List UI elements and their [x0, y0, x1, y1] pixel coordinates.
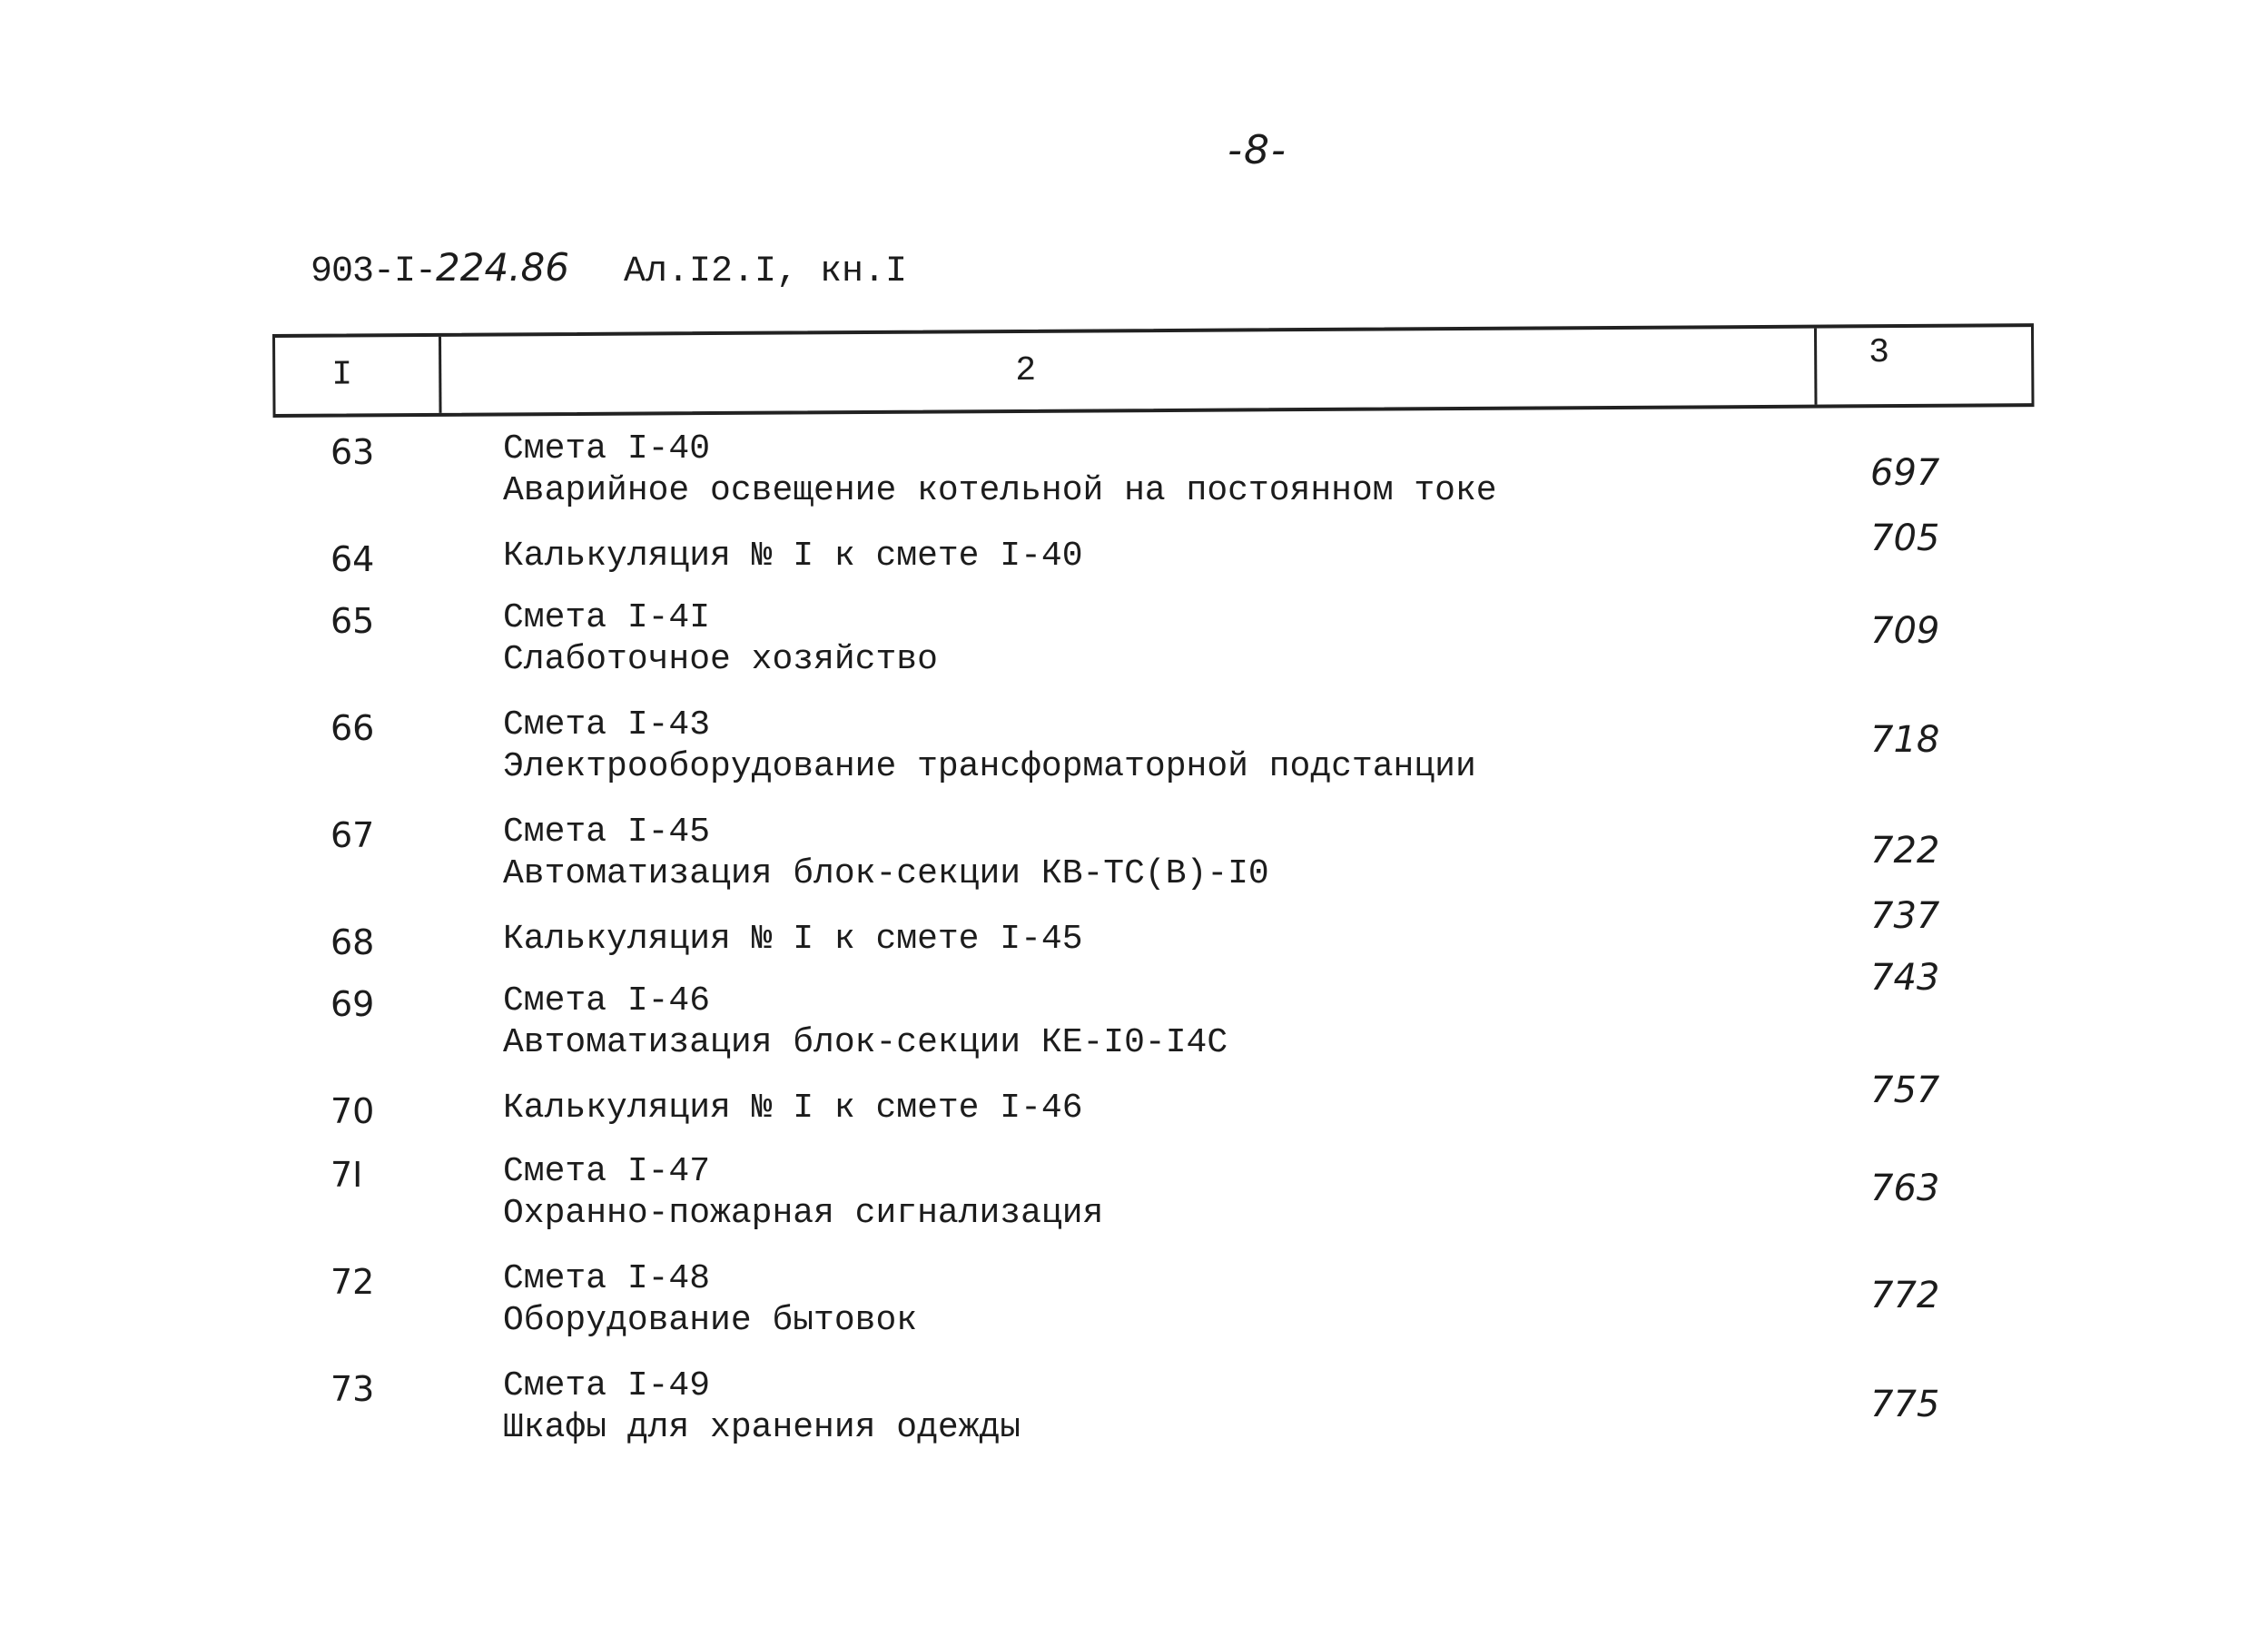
row-number: 67: [330, 815, 375, 855]
row-title: Калькуляция № I к смете I-40: [503, 537, 1083, 576]
row-page-number: 709: [1870, 610, 1940, 652]
row-description: [503, 429, 1865, 512]
row-number: 64: [330, 539, 375, 579]
row-number: 65: [330, 601, 375, 641]
row-page-number: 722: [1870, 830, 1940, 872]
row-page-number: 718: [1870, 719, 1940, 761]
row-description: [503, 1365, 1865, 1449]
row-description: [503, 536, 1865, 577]
row-description: [503, 981, 1865, 1064]
row-number: 66: [330, 708, 375, 748]
row-page-number: 757: [1870, 1069, 1940, 1111]
row-description: [503, 705, 1865, 788]
column-divider: [1814, 329, 1818, 405]
row-page-number: 772: [1870, 1275, 1940, 1316]
row-page-number: 775: [1870, 1384, 1940, 1425]
row-subtitle: Электрооборудование трансформаторной подстанции: [503, 747, 1476, 786]
row-number: 7I: [330, 1155, 363, 1195]
row-title: Смета I-49: [503, 1366, 711, 1405]
row-number: 70: [330, 1091, 375, 1131]
row-subtitle: Автоматизация блок-секции КЕ-I0-I4С: [503, 1023, 1228, 1062]
table-row: [272, 1259, 2034, 1362]
document-code-handwritten: 224.86: [436, 245, 569, 290]
row-subtitle: Автоматизация блок-секции КВ-ТС(В)-I0: [503, 854, 1269, 893]
row-number: 68: [330, 922, 375, 962]
row-title: Калькуляция № I к смете I-46: [503, 1089, 1083, 1128]
table-row: [272, 815, 2034, 915]
table-row: [272, 705, 2034, 808]
column-divider: [439, 337, 442, 413]
row-subtitle: Аварийное освещение котельной на постоянном токе: [503, 471, 1497, 510]
row-page-number: 697: [1870, 452, 1940, 494]
row-description: [503, 1151, 1865, 1235]
column-header-3: 3: [1869, 333, 1890, 373]
row-title: Калькуляция № I к смете I-45: [503, 920, 1083, 959]
row-title: Смета I-47: [503, 1152, 711, 1191]
row-title: Смета I-46: [503, 981, 711, 1020]
row-number: 63: [330, 432, 375, 472]
row-subtitle: Охранно-пожарная сигнализация: [503, 1194, 1104, 1233]
document-code-prefix: 903-I-: [311, 251, 437, 292]
row-description: [503, 812, 1865, 895]
row-number: 72: [330, 1262, 375, 1302]
table-row: [272, 1366, 2034, 1469]
row-number: 73: [330, 1369, 375, 1409]
row-subtitle: Слаботочное хозяйство: [503, 640, 938, 679]
document-header: [311, 245, 907, 292]
row-title: Смета I-43: [503, 705, 711, 744]
table-row: [272, 957, 2034, 1084]
column-header-1: I: [331, 355, 353, 395]
row-description: [503, 1258, 1865, 1342]
row-description: [503, 1088, 1865, 1129]
page-number: -8-: [1228, 127, 1287, 173]
row-subtitle: Оборудование бытовок: [503, 1301, 918, 1340]
row-page-number: 763: [1870, 1168, 1940, 1209]
row-title: Смета I-45: [503, 813, 711, 852]
table-row: [272, 1152, 2034, 1255]
row-description: [503, 919, 1865, 961]
row-page-number: 743: [1870, 957, 1940, 999]
row-title: Смета I-48: [503, 1259, 711, 1298]
row-title: Смета I-40: [503, 429, 711, 468]
table-row: [272, 598, 2034, 701]
row-page-number: 705: [1870, 517, 1940, 559]
row-description: [503, 597, 1865, 681]
table-header: [272, 323, 2035, 418]
table-row: [272, 429, 2034, 532]
row-number: 69: [330, 984, 375, 1024]
column-header-2: 2: [1015, 350, 1037, 391]
row-page-number: 737: [1870, 895, 1940, 937]
row-subtitle: Шкафы для хранения одежды: [503, 1408, 1021, 1447]
row-title: Смета I-4I: [503, 598, 711, 637]
album-reference: Ал.I2.I, кн.I: [624, 251, 908, 292]
